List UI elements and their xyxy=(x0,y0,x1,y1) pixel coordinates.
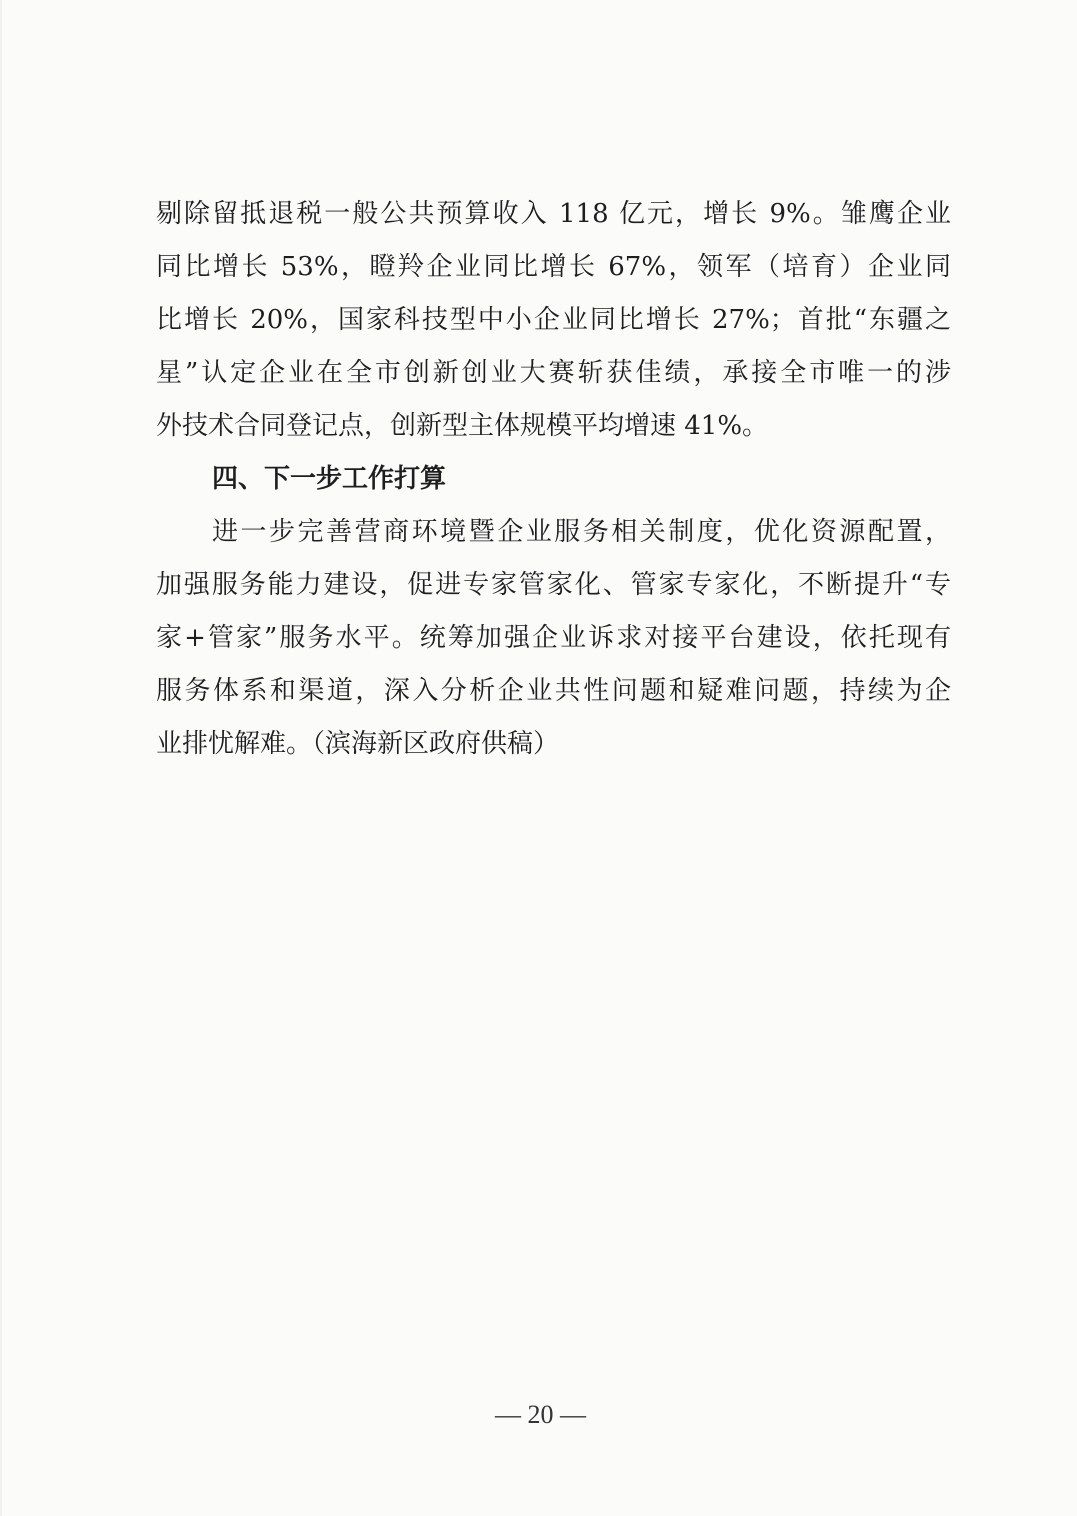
paragraph-line: 进一步完善营商环境暨企业服务相关制度，优化资源配置， xyxy=(212,517,951,547)
page-number: — 20 — xyxy=(495,1400,586,1429)
page-content xyxy=(156,188,951,771)
paragraph-line: 同比增长 53%，瞪羚企业同比增长 67%，领军（培育）企业同 xyxy=(156,252,951,282)
paragraph-line: 家+管家”服务水平。统筹加强企业诉求对接平台建设，依托现有 xyxy=(156,623,951,653)
paragraph-line: 业排忧解难。（滨海新区政府供稿） xyxy=(156,729,560,759)
paragraph-line: 比增长 20%，国家科技型中小企业同比增长 27%；首批“东疆之 xyxy=(156,305,951,335)
section-heading: 四、下一步工作打算 xyxy=(212,464,447,494)
paragraph-line: 星”认定企业在全市创新创业大赛斩获佳绩，承接全市唯一的涉 xyxy=(156,358,951,388)
paragraph-line: 剔除留抵退税一般公共预算收入 118 亿元，增长 9%。雏鹰企业 xyxy=(156,199,951,229)
paragraph-line: 加强服务能力建设，促进专家管家化、管家专家化，不断提升“专 xyxy=(156,570,951,600)
paragraph-line: 服务体系和渠道，深入分析企业共性问题和疑难问题，持续为企 xyxy=(156,676,951,706)
paragraph-line: 外技术合同登记点，创新型主体规模平均增速 41%。 xyxy=(156,411,769,441)
